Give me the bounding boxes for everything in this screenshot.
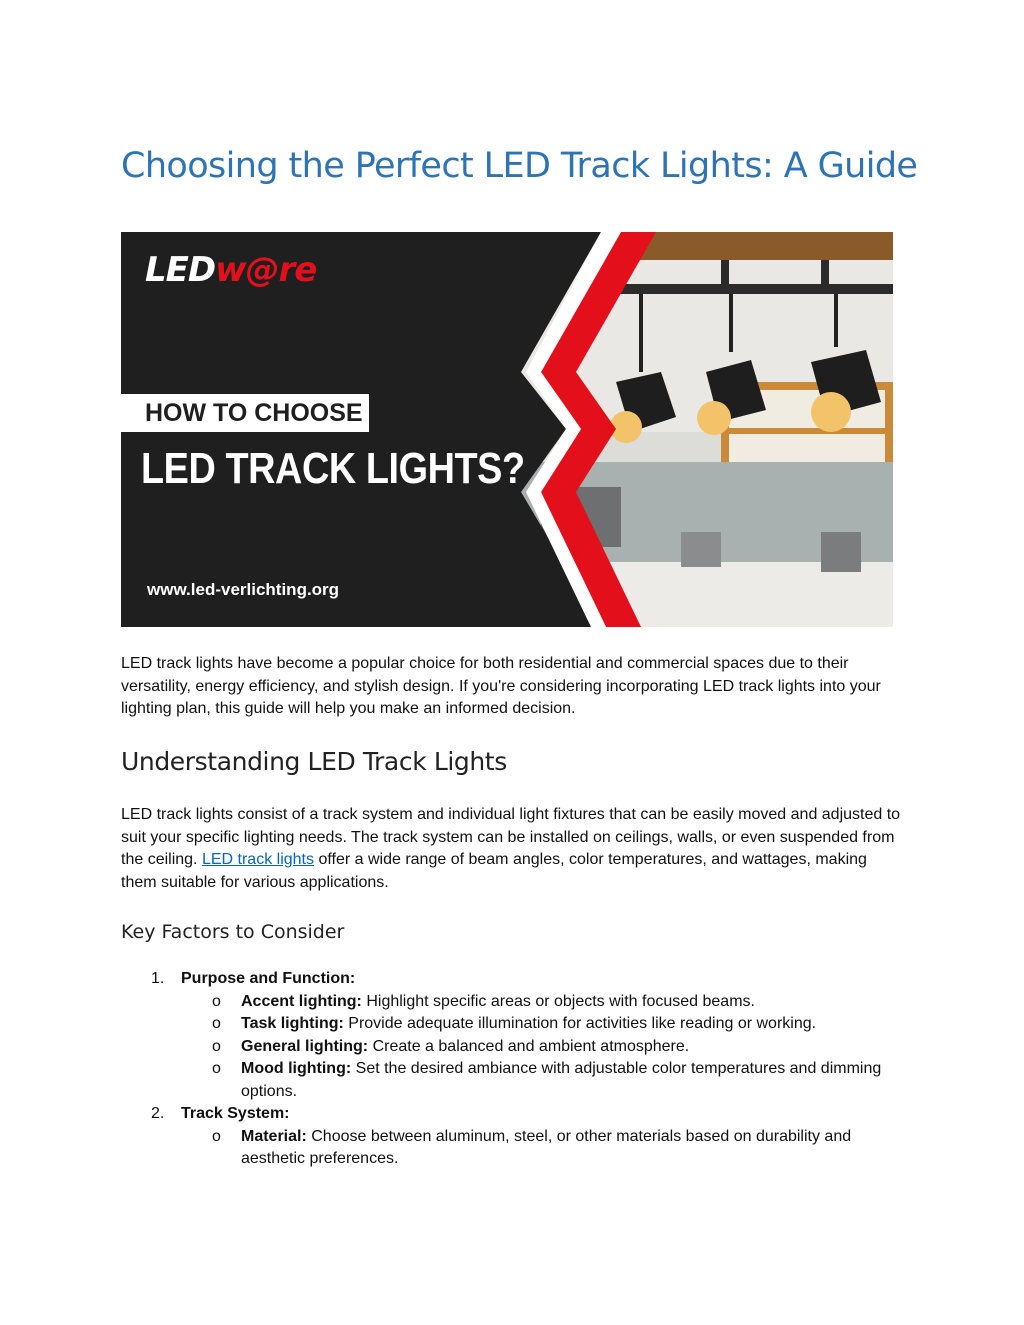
para-text-after-link: offer a wide range of beam angles, color temperatures, and wattages, making them suitable for various applications. [121,851,867,891]
key-factors-list [0,968,1024,1171]
brand-logo [145,250,316,290]
sub-list-item [0,1126,1024,1171]
sub-item-text: Set the desired ambiance with adjustable color temperatures and dimming options. [241,1060,882,1100]
list-number: 2. [151,1105,165,1122]
para-text-before-link: LED track lights consist of a track system and individual light fixtures that can be easily moved and adjusted to suit your specific lighting needs. The track system can be installed on ceilings, walls, or even suspended from the ceiling. [121,806,901,868]
sub-list-item [0,991,1024,1014]
sub-item-text: Create a balanced and ambient atmosphere. [372,1037,690,1055]
sub-item-text: Highlight specific areas or objects with focused beams. [366,992,755,1010]
sub-item-term: Accent lighting: [241,992,362,1010]
list-item [0,1103,1024,1126]
logo-ware-text: w@re [215,250,317,290]
section-heading-key-factors: Key Factors to Consider [121,921,345,943]
banner-url: www.led-verlichting.org [147,580,340,599]
list-item-label: Track System: [181,1105,290,1122]
sub-item-term: Mood lighting: [241,1060,352,1077]
section-heading-understanding: Understanding LED Track Lights [121,747,507,776]
sub-list-item [0,1058,1024,1103]
sub-item-term: Task lighting: [241,1015,344,1032]
led-track-lights-link[interactable]: LED track lights [201,851,314,868]
list-item-label: Purpose and Function: [181,970,356,987]
sub-list-item [0,1013,1024,1036]
understanding-paragraph [121,804,906,894]
list-number: 1. [151,970,165,987]
sub-list-item [0,1036,1024,1059]
sub-item-text: Provide adequate illumination for activities like reading or working. [348,1015,817,1032]
bullet-marker: o [212,1060,221,1077]
bullet-marker: o [212,1015,221,1032]
bullet-marker: o [212,1037,221,1055]
bullet-marker: o [212,992,221,1010]
page-title: Choosing the Perfect LED Track Lights: A Guide [121,146,918,186]
list-item [0,968,1024,991]
sub-item-term: Material: [241,1127,307,1145]
bullet-marker: o [212,1127,221,1145]
banner-image [121,232,893,627]
logo-led-text: LED [145,250,216,290]
banner-headline-2: LED TRACK LIGHTS? [141,444,525,493]
intro-paragraph: LED track lights have become a popular choice for both residential and commercial spaces due to their versatility, energy efficiency, and stylish design. If you're considering incorporating LED track lights into your lighting plan, this guide will help you make an informed decision. [121,655,881,717]
sub-item-term: General lighting: [241,1037,369,1055]
sub-item-text: Choose between aluminum, steel, or other materials based on durability and aesthetic preferences. [241,1127,852,1167]
banner-headline-1: HOW TO CHOOSE [145,399,363,427]
